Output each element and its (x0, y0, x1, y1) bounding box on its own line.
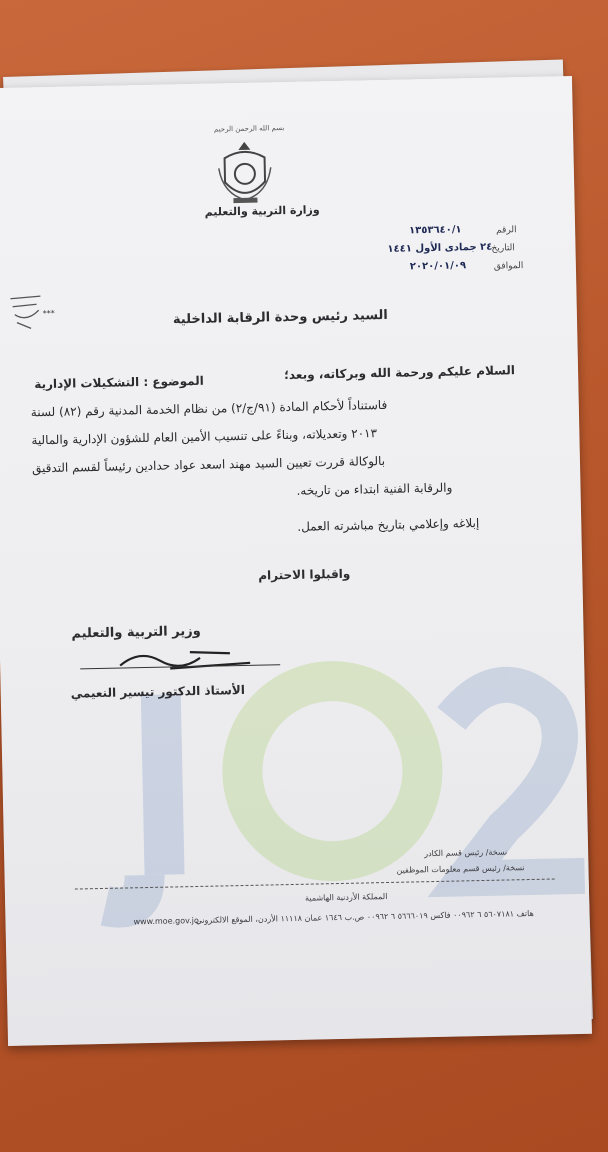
greg-value: ٢٠٢٠/٠١/٠٩ (409, 260, 467, 273)
body-line-1: فاستناداً لأحكام المادة (٩١/ج/٢) من نظام الخدمة المدنية رقم (٨٢) لسنة (30, 397, 388, 420)
greg-label: الموافق (493, 261, 524, 272)
footer-contact: هاتف ٥٦٠٧١٨١ ٦ ٠٠٩٦٢ فاكس ٥٦٦٦٠١٩ ٦ ٠٠٩٦٢ ص.ب ١٦٤٦ عمان ١١١١٨ الأردن، الموقع الالكتروني (195, 908, 534, 926)
body-line-3: بالوكالة قررت تعيين السيد مهند اسعد عواد حدادين رئيساً لقسم التدقيق (31, 453, 386, 476)
closing-line: واقبلوا الاحترام (258, 566, 351, 583)
copy-line-2: نسخة/ رئيس قسم معلومات الموظفين (396, 863, 525, 875)
minister-name: الأستاذ الدكتور تيسير النعيمي (70, 682, 246, 701)
footer-country: المملكة الأردنية الهاشمية (304, 892, 388, 903)
coat-of-arms-icon (214, 137, 275, 208)
date-label: التاريخ (491, 243, 515, 254)
greeting: السلام عليكم ورحمة الله وبركاته، وبعد؛ (283, 363, 516, 383)
date-value: ٢٤ جمادى الأول ١٤٤١ (387, 241, 493, 255)
ref-value: ١٣٥٣٦٤٠/١ (409, 224, 462, 237)
ref-label: الرقم (496, 225, 517, 236)
letterhead-slogan: بسم الله الرحمن الرحيم (213, 124, 285, 134)
minister-title: وزير التربية والتعليم (71, 623, 201, 642)
copy-line-1: نسخة/ رئيس قسم الكادر (424, 847, 508, 859)
addressee: السيد رئيس وحدة الرقابة الداخلية (172, 307, 388, 328)
ministry-name: وزارة التربية والتعليم (204, 203, 320, 219)
body-line-4: والرقابة الفنية ابتداء من تاريخه. (296, 480, 453, 498)
footer-website: www.moe.gov.jo (133, 915, 199, 927)
body-line-5: إبلاغه وإعلامي بتاريخ مباشرته العمل. (297, 516, 480, 534)
letter-page (0, 76, 592, 1046)
signature-mark (100, 640, 281, 676)
body-line-2: ٢٠١٣ وتعديلاته، وبناءً على تنسيب الأمين العام للشؤون الإدارية والمالية (31, 426, 378, 448)
svg-text:***: *** (42, 308, 55, 319)
subject-line: الموضوع : التشكيلات الإدارية (34, 373, 204, 392)
handwritten-note-mark (6, 292, 55, 333)
